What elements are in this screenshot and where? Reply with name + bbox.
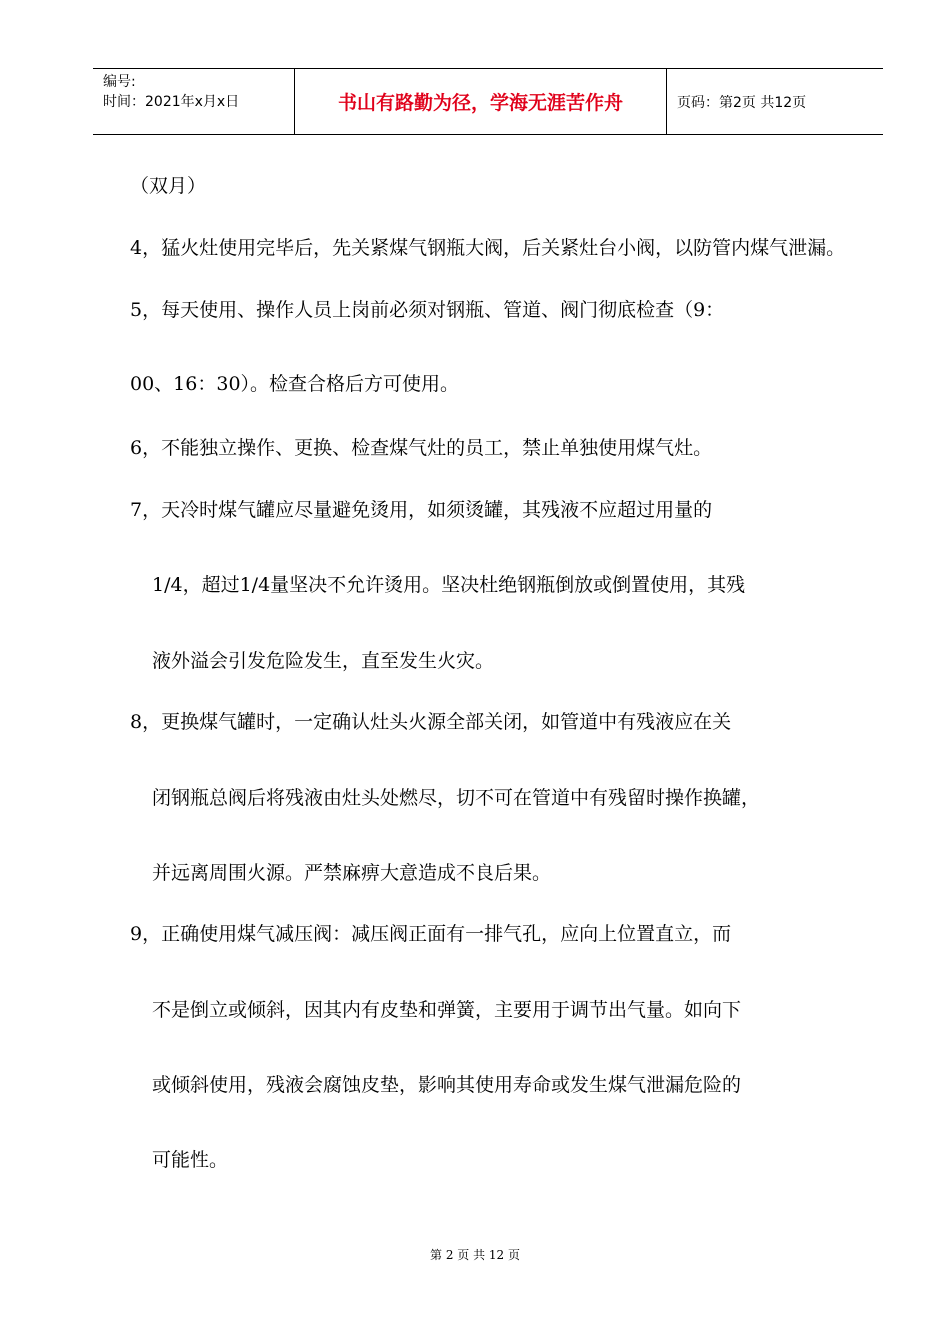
document-header [93, 68, 883, 135]
body-line: 不是倒立或倾斜，因其内有皮垫和弹簧，主要用于调节出气量。如向下 [152, 999, 742, 1021]
body-line: 6，不能独立操作、更换、检查煤气灶的员工，禁止单独使用煤气灶。 [130, 437, 713, 459]
header-motto: 书山有路勤为径，学海无涯苦作舟 [295, 69, 667, 134]
page-footer: 第 2 页 共 12 页 [430, 1248, 520, 1262]
body-line: 5，每天使用、操作人员上岗前必须对钢瓶、管道、阀门彻底检查（9： [130, 299, 725, 321]
body-line: 00、16：30）。检查合格后方可使用。 [130, 373, 460, 395]
body-line: 8，更换煤气罐时，一定确认灶头火源全部关闭，如管道中有残液应在关 [130, 711, 732, 733]
body-line: 4，猛火灶使用完毕后，先关紧煤气钢瓶大阀，后关紧灶台小阀，以防管内煤气泄漏。 [130, 237, 846, 259]
body-line: 并远离周围火源。严禁麻痹大意造成不良后果。 [152, 862, 552, 884]
body-line: 可能性。 [152, 1149, 229, 1171]
body-line: 9，正确使用煤气减压阀：减压阀正面有一排气孔，应向上位置直立，而 [130, 923, 732, 945]
body-line: （双月） [130, 175, 207, 197]
body-line: 或倾斜使用，残液会腐蚀皮垫，影响其使用寿命或发生煤气泄漏危险的 [152, 1074, 742, 1096]
body-line: 液外溢会引发危险发生，直至发生火灾。 [152, 650, 495, 672]
body-line: 闭钢瓶总阀后将残液由灶头处燃尽，切不可在管道中有残留时操作换罐， [152, 787, 761, 809]
header-page-info: 页码：第2页 共12页 [677, 94, 807, 111]
body-line: 7，天冷时煤气罐应尽量避免烫用，如须烫罐，其残液不应超过用量的 [130, 499, 713, 521]
header-meta [93, 69, 295, 134]
body-line: 1/4，超过1/4量坚决不允许烫用。坚决杜绝钢瓶倒放或倒置使用，其残 [152, 574, 746, 596]
time-label: 时间：2021年x月x日 [103, 94, 240, 110]
number-label: 编号: [103, 74, 136, 90]
